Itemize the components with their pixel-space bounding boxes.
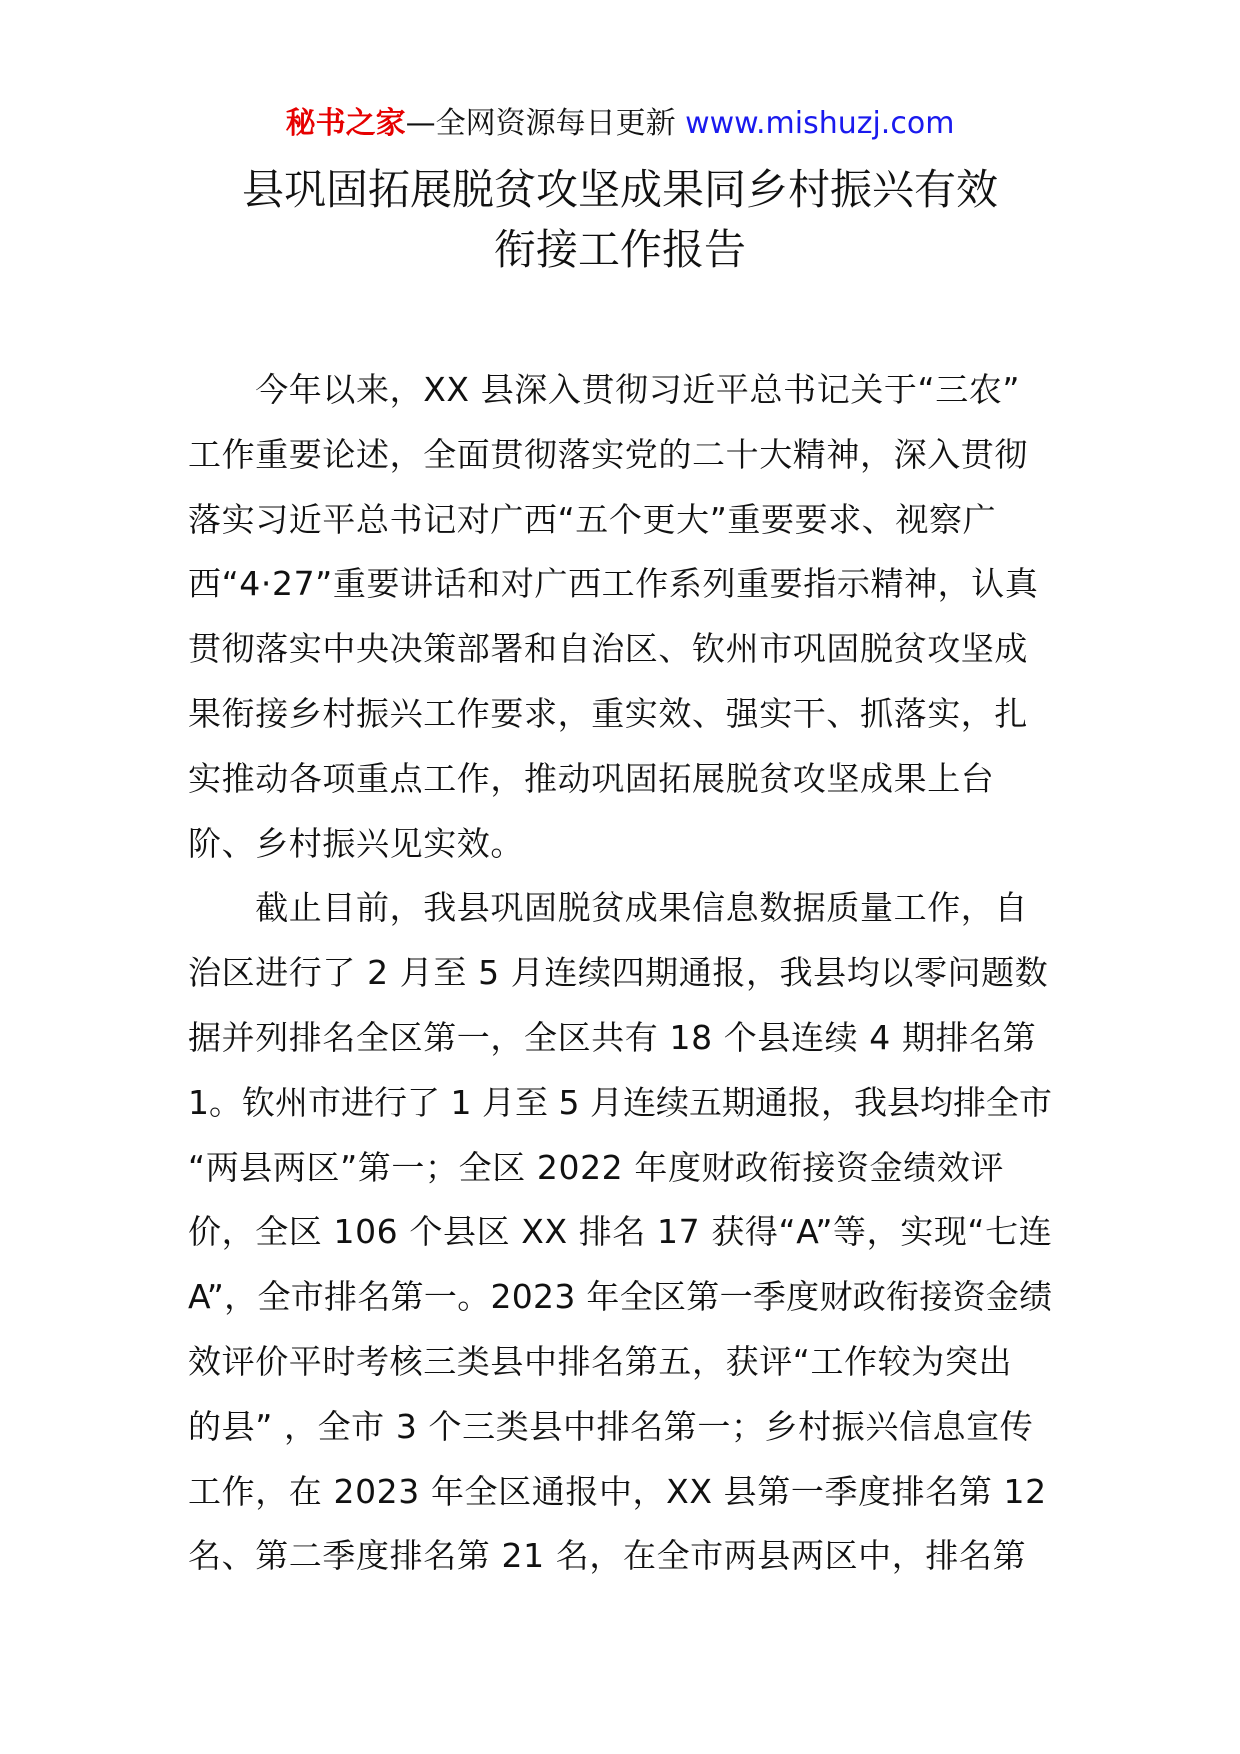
site-slogan: —全网资源每日更新 [405,106,676,141]
text-line: 据并列排名全区第一，全区共有 18 个县连续 4 期排名第 [188,1017,1037,1057]
site-header [0,102,1240,146]
document-body [188,358,1052,1589]
site-brand: 秘书之家 [285,106,406,141]
text-line: 治区进行了 2 月至 5 月连续四期通报，我县均以零问题数 [188,953,1049,993]
text-line: 工作，在 2023 年全区通报中，XX 县第一季度排名第 12 [188,1471,1047,1511]
site-url-link[interactable]: www.mishuzj.com [675,106,955,141]
text-line: “两县两区”第一；全区 2022 年度财政衔接资金绩效评 [188,1147,1004,1187]
text-line: 工作重要论述，全面贯彻落实党的二十大精神，深入贯彻 [188,434,1028,474]
text-line: 的县” ，全市 3 个三类县中排名第一；乡村振兴信息宣传 [188,1406,1034,1446]
text-line: 实推动各项重点工作，推动巩固拓展脱贫攻坚成果上台 [188,758,995,798]
text-line: 西“4·27”重要讲话和对广西工作系列重要指示精神，认真 [188,564,1039,604]
paragraph-1 [188,358,1052,876]
text-line: 贯彻落实中央决策部署和自治区、钦州市巩固脱贫攻坚成 [188,629,1028,669]
text-line: 落实习近平总书记对广西“五个更大”重要要求、视察广 [188,499,997,539]
text-line: 今年以来，XX 县深入贯彻习近平总书记关于“三农” [188,370,1021,409]
text-line: 截止目前，我县巩固脱贫成果信息数据质量工作，自 [188,888,1028,928]
title-line: 衔接工作报告 [493,225,746,274]
text-line: 名、第二季度排名第 21 名，在全市两县两区中，排名第 [188,1536,1027,1576]
text-line: A”，全市排名第一。2023 年全区第一季度财政衔接资金绩 [188,1277,1053,1317]
document-title [0,160,1240,280]
text-line: 果衔接乡村振兴工作要求，重实效、强实干、抓落实，扎 [188,693,1028,733]
text-line: 价，全区 106 个县区 XX 排名 17 获得“A”等，实现“七连 [188,1212,1053,1252]
paragraph-2 [188,876,1052,1589]
text-line: 效评价平时考核三类县中排名第五，获评“工作较为突出 [188,1341,1013,1381]
text-line: 1。钦州市进行了 1 月至 5 月连续五期通报，我县均排全市 [188,1082,1052,1122]
title-line: 县巩固拓展脱贫攻坚成果同乡村振兴有效 [241,165,998,214]
text-line: 阶、乡村振兴见实效。 [188,823,524,863]
